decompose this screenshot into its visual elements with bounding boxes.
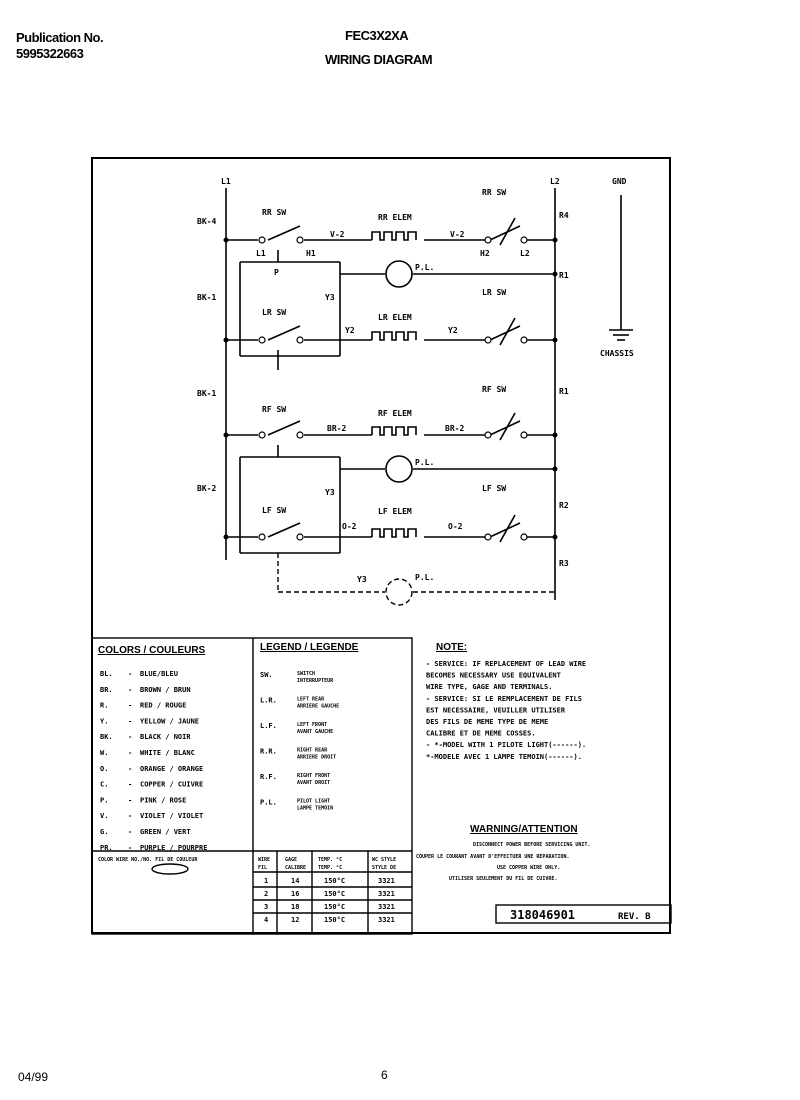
legend-line2: INTERRUPTEUR [297,678,334,684]
pilot-light-label-3: P.L. [415,573,435,582]
color-dash: - [128,812,133,821]
wire-table-cell: 2 [264,890,269,898]
legend-abbr: P.L. [260,798,277,807]
color-name: BLACK / NOIR [140,733,191,742]
wire-o2-b: O-2 [448,522,463,531]
color-code: R. [100,701,109,710]
model-number: FEC3X2XA [345,28,409,43]
wire-r4: R4 [559,211,569,220]
wire-r1-a: R1 [559,271,569,280]
wire-table-cell: 3321 [378,903,395,911]
color-name: PINK / ROSE [140,796,187,805]
legend-line2: ARRIERE GAUCHE [297,703,340,710]
warning-line: USE COPPER WIRE ONLY. [497,865,561,871]
color-dash: - [128,828,133,836]
terminal-h2: H2 [480,249,490,258]
wire-table-cell: 3321 [378,877,395,885]
terminal-l1: L1 [256,249,266,258]
wire-table-cell: 4 [264,916,269,924]
note-line: WIRE TYPE, GAGE AND TERMINALS. [426,683,553,692]
color-code: P. [100,796,109,805]
color-dash: - [128,843,133,852]
pilot-light-label-2: P.L. [415,458,435,467]
lf-switch-label: LF SW [262,506,287,515]
note-line: - SERVICE: SI LE REMPLACEMENT DE FILS [426,694,582,703]
color-name: BLUE/BLEU [140,670,178,678]
wire-bk1-a: BK-1 [197,293,217,302]
wire-table-cell: 18 [291,903,300,911]
note-title: NOTE: [436,642,468,653]
color-code: Y. [100,717,109,726]
legend-line2: LAMPE TEMOIN [297,805,334,812]
color-dash: - [128,717,133,726]
wire-r2: R2 [559,501,569,510]
legend-line1: SWITCH [297,671,316,677]
colors-title: COLORS / COULEURS [98,645,206,656]
pilot-light-label-1: P.L. [415,263,435,272]
legend-line1: RIGHT FRONT [297,773,331,779]
color-code: BL. [100,670,113,678]
wire-br2-a: BR-2 [327,424,347,433]
color-code: BK. [100,733,113,742]
wire-o2-a: O-2 [342,522,357,531]
color-code: W. [100,749,109,757]
color-code: V. [100,812,109,821]
wire-r3: R3 [559,559,569,568]
color-name: VIOLET / VIOLET [140,812,204,821]
wire-table-header: CALIBRE [285,865,307,871]
color-code: C. [100,780,109,789]
color-name: ORANGE / ORANGE [140,764,204,773]
wire-table-cell: 3321 [378,916,395,924]
legend-title: LEGEND / LEGENDE [260,642,359,653]
wire-table-header: TEMP. °C [318,865,343,871]
wire-table-cell: 150°C [324,890,346,898]
page-title: WIRING DIAGRAM [325,52,433,67]
wire-v2-b: V-2 [450,230,465,239]
rf-switch-label: RF SW [262,405,287,414]
legend-line1: LEFT FRONT [297,722,328,728]
color-code: PR. [100,843,113,852]
color-name: PURPLE / POURPRE [140,843,208,852]
legend-line2: ARRIERE DROIT [297,754,337,761]
lf-switch-label-2: LF SW [482,484,507,493]
wire-bk4: BK-4 [197,217,217,226]
footer-date: 04/99 [18,1070,49,1084]
color-code: G. [100,828,109,836]
terminal-h1: H1 [306,249,316,258]
color-code: O. [100,764,109,773]
wire-table-header: WIRE [258,857,271,863]
legend-abbr: R.R. [260,747,277,756]
wire-table-cell: 12 [291,916,300,924]
wire-table-cell: 16 [291,890,300,898]
color-name: RED / ROUGE [140,701,187,710]
lr-switch-label-2: LR SW [482,288,507,297]
rf-element-label: RF ELEM [378,409,412,418]
color-dash: - [128,796,133,805]
wire-table-cell: 150°C [324,916,346,924]
terminal-l2: L2 [520,249,530,258]
note-line: - SERVICE: IF REPLACEMENT OF LEAD WIRE [426,660,587,668]
note-line: BECOMES NECESSARY USE EQUIVALENT [426,671,561,680]
legend-line1: PILOT LIGHT [297,798,331,805]
rr-switch-label: RR SW [262,208,287,217]
wire-table-cell: 3321 [378,890,395,898]
l1-label: L1 [221,177,231,186]
legend-line2: AVANT DROIT [297,780,331,786]
wire-br2-b: BR-2 [445,424,465,433]
wire-table-header: STYLE DE [372,865,397,871]
legend-line1: LEFT REAR [297,696,325,703]
wire-table-cell: 3 [264,903,269,911]
wire-r1-b: R1 [559,387,569,396]
legend-abbr: SW. [260,671,273,679]
wire-bk2: BK-2 [197,484,217,493]
l2-label: L2 [550,177,560,186]
legend-abbr: L.F. [260,722,277,730]
color-dash: - [128,670,133,678]
lf-element-label: LF ELEM [378,507,412,516]
legend-line2: AVANT GAUCHE [297,729,334,735]
legend-abbr: R.F. [260,773,277,781]
color-dash: - [128,685,133,694]
note-line: EST NECESSAIRE, VEUILLER UTILISER [426,706,566,715]
wire-table-header: TEMP. °C [318,857,343,863]
color-dash: - [128,780,133,789]
note-line: CALIBRE ET DE MEME COSSES. [426,729,536,738]
wire-v2-a: V-2 [330,230,345,239]
color-name: YELLOW / JAUNE [140,717,200,726]
wire-table-header: GAGE [285,857,298,863]
wire-y2-a: Y2 [345,326,355,335]
revision: REV. B [618,912,651,922]
color-code: BR. [100,685,113,694]
wire-y3-a: Y3 [325,293,335,302]
color-code-title: COLOR WIRE NO./NO. FIL DE COULEUR [98,857,198,863]
wire-y2-b: Y2 [448,326,458,335]
wire-table-header: FIL [258,865,268,871]
warning-title: WARNING/ATTENTION [470,824,578,835]
chassis-label: CHASSIS [600,349,634,358]
wire-table-cell: 1 [264,877,269,885]
note-line: DES FILS DE MEME TYPE DE MEME [426,718,549,726]
color-dash: - [128,764,133,773]
terminal-p: P [274,268,279,277]
warning-line: COUPER LE COURANT AVANT D'EFFECTUER UNE REPARATION. [416,854,570,860]
wire-table-cell: 150°C [324,877,346,885]
wire-table-cell: 150°C [324,903,346,911]
warning-line: DISCONNECT POWER BEFORE SERVICING UNIT. [473,842,591,848]
gnd-label: GND [612,177,627,186]
wire-y3-b: Y3 [325,488,335,497]
legend-line1: RIGHT REAR [297,747,328,754]
color-name: BROWN / BRUN [140,685,191,694]
color-dash: - [128,749,133,757]
warning-line: UTILISER SEULEMENT DU FIL DE CUIVRE. [449,876,558,882]
color-dash: - [128,701,133,710]
rf-switch-label-2: RF SW [482,385,507,394]
part-number: 318046901 [510,908,576,922]
color-name: COPPER / CUIVRE [140,780,204,789]
footer-page: 6 [381,1068,388,1082]
wire-y3-c: Y3 [357,575,367,584]
color-name: GREEN / VERT [140,828,191,836]
color-name: WHITE / BLANC [140,749,195,757]
wire-table-header: WC STYLE [372,857,397,863]
rr-element-label: RR ELEM [378,213,412,222]
publication-number: 5995322663 [16,46,84,61]
lr-switch-label: LR SW [262,308,287,317]
note-line: *-MODELE AVEC 1 LAMPE TEMOIN(------). [426,752,582,761]
color-dash: - [128,733,133,742]
publication-label: Publication No. [16,30,104,45]
legend-abbr: L.R. [260,696,277,705]
rr-switch-label-2: RR SW [482,188,507,197]
note-line: - *-MODEL WITH 1 PILOTE LIGHT(------). [426,741,587,750]
lr-element-label: LR ELEM [378,313,412,322]
wire-bk1-b: BK-1 [197,389,217,398]
wire-table-cell: 14 [291,877,300,885]
